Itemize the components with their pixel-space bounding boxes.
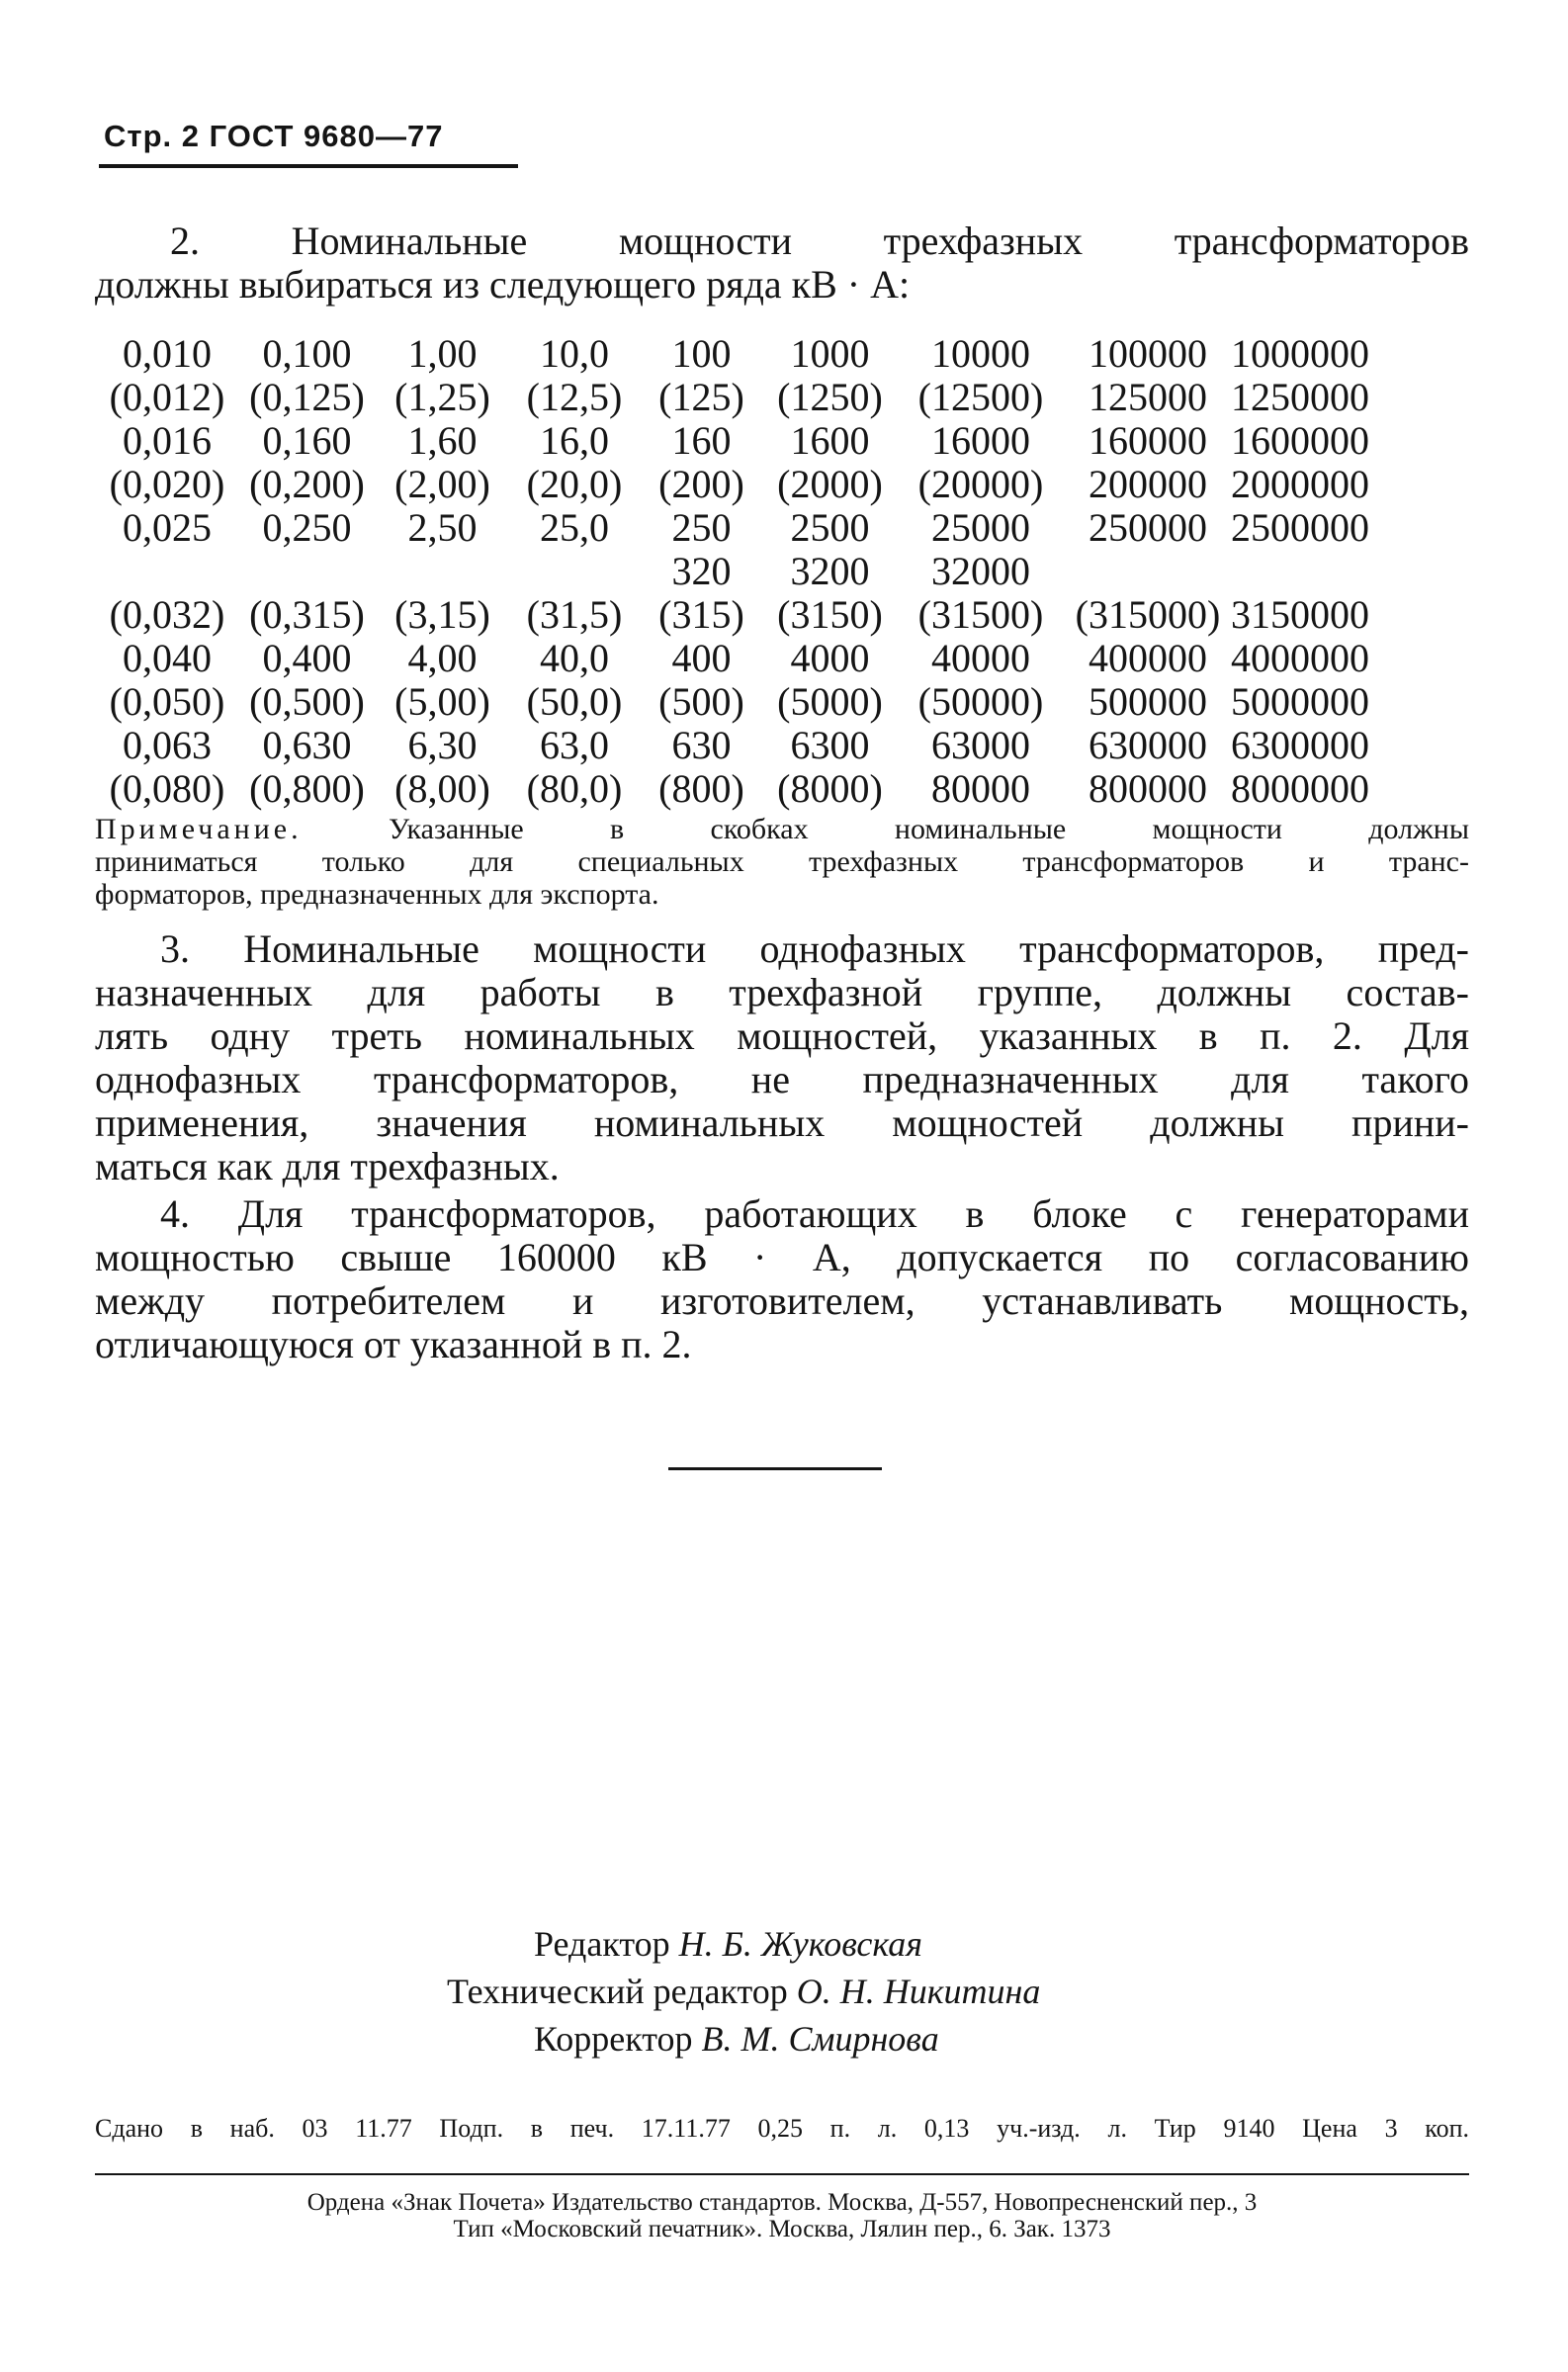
table-row [95,550,1469,593]
table-cell: 1,00 [407,331,478,376]
table-row [95,506,1469,550]
section3-line-4: однофазных трансформаторов, не предназначенных для такого [95,1057,1469,1101]
section3-line-6: маться как для трехфазных. [95,1144,560,1188]
table-row [95,463,1469,506]
table-cell: 80000 [931,766,1030,811]
credit-tech-editor [447,1967,1040,2016]
table-row [95,332,1469,376]
table-cell: 0,160 [262,418,352,463]
table-cell: 3200 [790,549,870,593]
table-cell: 0,100 [262,331,352,376]
note-line-2: приниматься только для специальных трехфазных трансформаторов и транс- [95,845,1469,878]
table-cell: (2,00) [394,462,490,506]
imprint-print-line: Сдано в наб. 03 11.77 Подп. в печ. 17.11.77 0,25 п. л. 0,13 уч.-изд. л. Тир 9140 Цена 3 коп. [95,2114,1469,2143]
table-cell: (0,125) [249,375,365,419]
editor-role: Редактор [534,1924,670,1964]
table-cell: 1600 [790,418,870,463]
table-cell: 2,50 [407,505,478,550]
table-cell: 32000 [931,549,1030,593]
table-cell: 1000 [790,331,870,376]
table-cell: (200) [658,462,744,506]
table-cell: 6300 [790,723,870,767]
table-cell: (1250) [777,375,883,419]
table-cell: 4000000 [1231,636,1369,680]
table-cell: 400 [671,636,732,680]
table-cell: (315) [658,592,744,637]
table-cell: 630000 [1089,723,1207,767]
table-cell: 125000 [1089,375,1207,419]
credit-editor [534,1919,922,1969]
table-cell: 6300000 [1231,723,1369,767]
table-cell: (20,0) [526,462,623,506]
table-cell: (0,032) [109,592,225,637]
table-cell: (0,200) [249,462,365,506]
section4-line-4: отличающуюся от указанной в п. 2. [95,1322,692,1366]
section3-line-3: лять одну треть номинальных мощностей, указанных в п. 2. Для [95,1013,1469,1058]
table-cell: (8,00) [394,766,490,811]
table-cell: 2500000 [1231,505,1369,550]
table-cell: (5000) [777,679,883,724]
table-cell: 0,025 [123,505,212,550]
table-cell: 5000000 [1231,679,1369,724]
table-cell: (0,080) [109,766,225,811]
section4-line-2: мощностью свыше 160000 кВ · А, допускается по согласованию [95,1235,1469,1279]
section3-line-5: применения, значения номинальных мощностей должны прини- [95,1100,1469,1145]
table-cell [239,550,375,593]
table-cell: 2500 [790,505,870,550]
table-cell: (20000) [917,462,1044,506]
table-cell: (500) [658,679,744,724]
imprint-rule [95,2173,1469,2175]
table-cell: (50000) [917,679,1044,724]
table-row [95,637,1469,680]
table-cell: (8000) [777,766,883,811]
table-cell: 40,0 [540,636,609,680]
table-cell: (31,5) [526,592,623,637]
table-cell: (1,25) [394,375,490,419]
table-row [95,724,1469,767]
table-cell: 1250000 [1231,375,1369,419]
table-cell: 0,010 [123,331,212,376]
section4-line-3: между потребителем и изготовителем, устанавливать мощность, [95,1278,1469,1323]
table-cell: (3150) [777,592,883,637]
corrector-name: В. М. Смирнова [701,2019,939,2059]
table-row [95,680,1469,724]
table-cell: (80,0) [526,766,623,811]
table-cell: 0,400 [262,636,352,680]
table-cell: 4000 [790,636,870,680]
table-cell: (0,050) [109,679,225,724]
table-cell: 1600000 [1231,418,1369,463]
table-cell: (0,315) [249,592,365,637]
table-cell: (31500) [917,592,1044,637]
section3-line-2: назначенных для работы в трехфазной группе, должны состав- [95,970,1469,1014]
table-cell: 10000 [931,331,1030,376]
header-rule [99,164,518,168]
section4-line-1: 4. Для трансформаторов, работающих в блоке с генераторами [160,1191,1469,1236]
table-cell [375,550,510,593]
table-cell: (5,00) [394,679,490,724]
table-cell: 16000 [931,418,1030,463]
table-cell: (0,020) [109,462,225,506]
power-rating-table [95,332,1469,811]
note-line-3: форматоров, предназначенных для экспорта. [95,878,659,911]
table-cell: 0,063 [123,723,212,767]
table-cell: 2000000 [1231,462,1369,506]
table-cell: 3150000 [1231,592,1369,637]
table-cell: 63,0 [540,723,609,767]
table-cell: 630 [671,723,732,767]
table-cell: (2000) [777,462,883,506]
table-cell: 6,30 [407,723,478,767]
section2-line-2: должны выбираться из следующего ряда кВ · А: [95,262,911,307]
table-cell: 0,016 [123,418,212,463]
table-cell: 100 [671,331,732,376]
table-cell: (125) [658,375,744,419]
section-divider [668,1467,882,1470]
table-cell: 160000 [1089,418,1207,463]
table-cell: 250000 [1089,505,1207,550]
table-cell: (0,500) [249,679,365,724]
table-cell: 160 [671,418,732,463]
corrector-role: Корректор [534,2019,693,2059]
table-cell: (3,15) [394,592,490,637]
table-cell: 25,0 [540,505,609,550]
table-cell: 320 [671,549,732,593]
table-cell: 0,040 [123,636,212,680]
table-row [95,419,1469,463]
table-cell: 40000 [931,636,1030,680]
table-cell: 250 [671,505,732,550]
note-label: Примечание. [95,813,303,845]
table-cell [510,550,639,593]
table-cell: 0,250 [262,505,352,550]
table-row [95,767,1469,811]
table-cell: (12,5) [526,375,623,419]
table-cell: 200000 [1089,462,1207,506]
table-cell: 16,0 [540,418,609,463]
table-cell: (50,0) [526,679,623,724]
table-cell: 100000 [1089,331,1207,376]
editor-name: Н. Б. Жуковская [678,1924,923,1964]
section2-line-1: 2. Номинальные мощности трехфазных трансформаторов [170,219,1469,263]
table-cell: (12500) [917,375,1044,419]
table-cell: 10,0 [540,331,609,376]
table-cell [1230,550,1370,593]
page-header: Стр. 2 ГОСТ 9680—77 [104,119,444,153]
table-cell: (0,800) [249,766,365,811]
table-cell: (315000) [1075,592,1221,637]
note-text-1: Указанные в скобках номинальные мощности должны [388,813,1470,845]
table-cell: 25000 [931,505,1030,550]
tech-editor-name: О. Н. Никитина [796,1972,1041,2011]
table-cell: 1,60 [407,418,478,463]
publisher-line: Ордена «Знак Почета» Издательство стандартов. Москва, Д-557, Новопресненский пер., 3 [306,2189,1258,2216]
table-row [95,593,1469,637]
table-cell: 1000000 [1231,331,1369,376]
table-row [95,376,1469,419]
note-line-1 [95,813,1469,845]
table-cell: 400000 [1089,636,1207,680]
table-cell [95,550,239,593]
table-cell: 8000000 [1231,766,1369,811]
table-cell: (800) [658,766,744,811]
table-cell: 4,00 [407,636,478,680]
table-cell: 63000 [931,723,1030,767]
credit-corrector [534,2014,939,2064]
table-cell: (0,012) [109,375,225,419]
table-cell: 500000 [1089,679,1207,724]
table-cell [1066,550,1230,593]
table-cell: 800000 [1089,766,1207,811]
tech-editor-role: Технический редактор [447,1972,788,2011]
table-cell: 0,630 [262,723,352,767]
section3-line-1: 3. Номинальные мощности однофазных трансформаторов, пред- [160,926,1469,971]
printer-line: Тип «Московский печатник». Москва, Лялин пер., 6. Зак. 1373 [453,2216,1111,2242]
